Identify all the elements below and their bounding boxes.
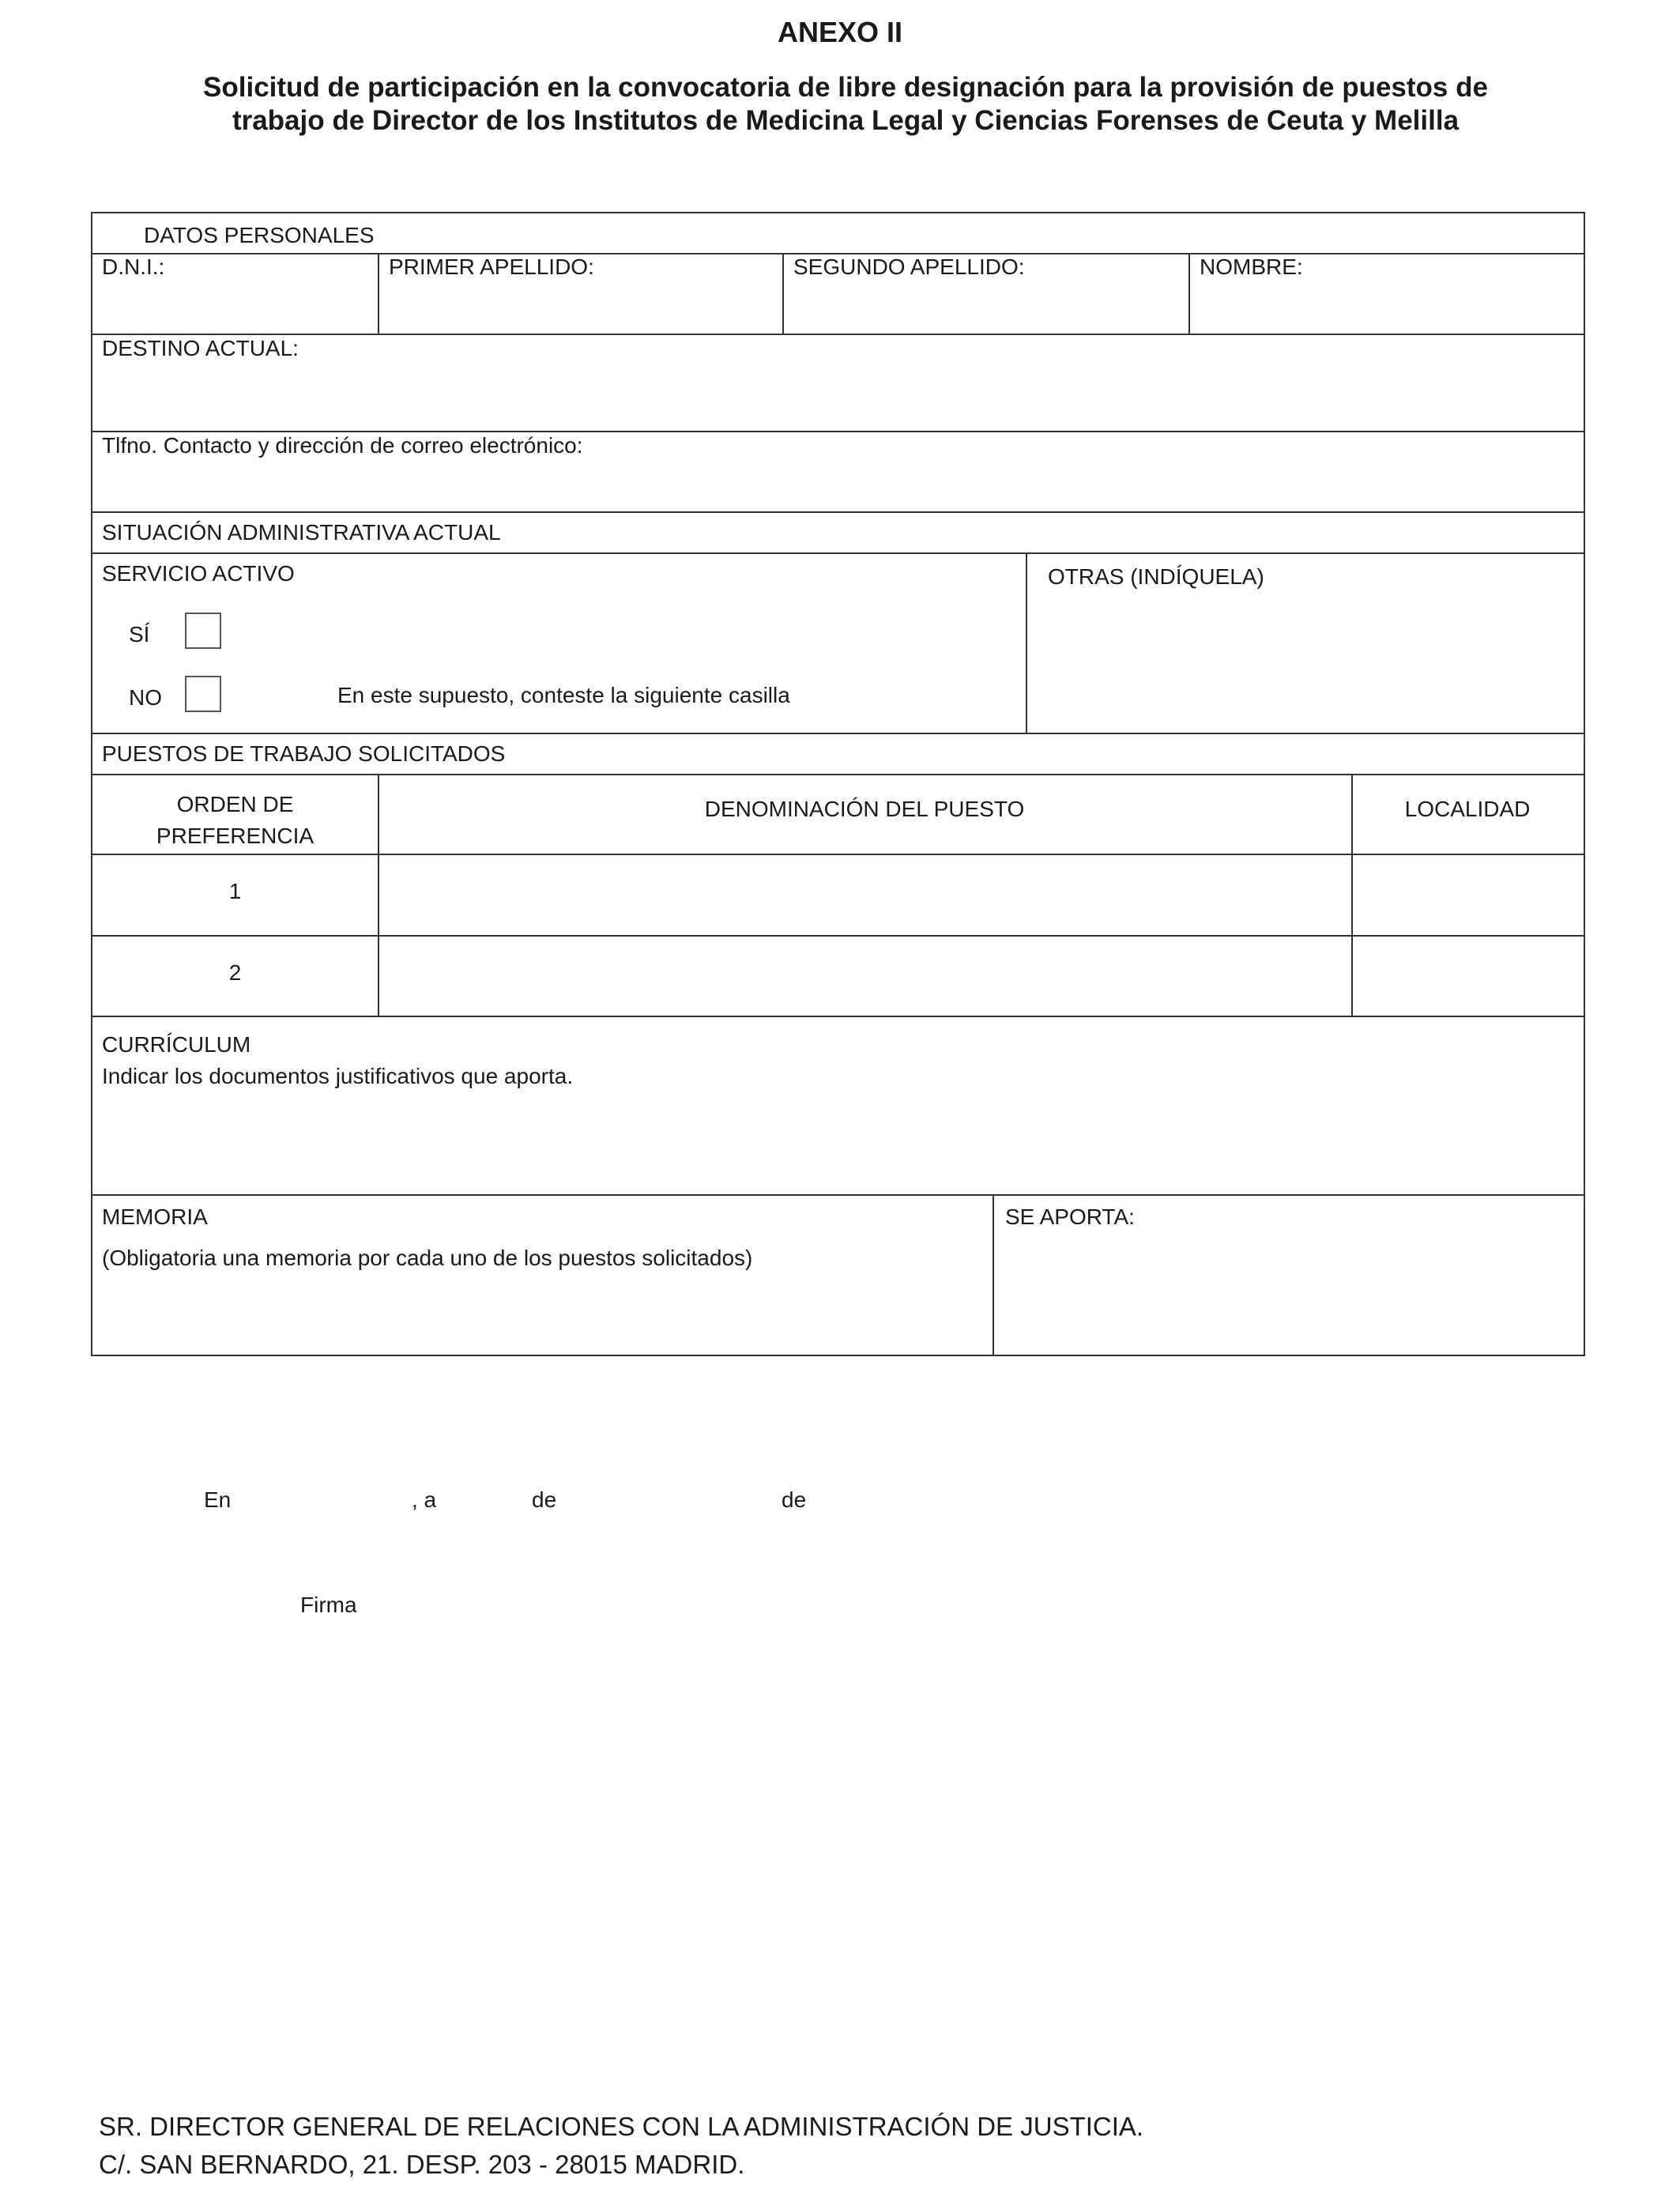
otras-field[interactable]: OTRAS (INDÍQUELA): [1048, 564, 1264, 589]
footer-recipient: SR. DIRECTOR GENERAL DE RELACIONES CON LA ADMINISTRACIÓN DE JUSTICIA.: [99, 2112, 1144, 2141]
memoria-hint: (Obligatoria una memoria por cada uno de los puestos solicitados): [102, 1246, 753, 1270]
divider: [1188, 253, 1190, 334]
situacion-note: En este supuesto, conteste la siguiente casilla: [337, 683, 790, 707]
divider: [92, 774, 1584, 775]
section-situacion-administrativa: SITUACIÓN ADMINISTRATIVA ACTUAL: [102, 520, 501, 545]
memoria-title: MEMORIA: [102, 1204, 208, 1229]
form-subtitle: [142, 71, 1549, 138]
signature-de-2: de: [782, 1487, 807, 1512]
nombre-field[interactable]: NOMBRE:: [1200, 254, 1303, 279]
subtitle-line-2: trabajo de Director de los Institutos de Medicina Legal y Ciencias Forenses de Ceuta y Melilla: [232, 105, 1460, 136]
row-orden-2: 2: [228, 960, 242, 985]
curriculum-input-area[interactable]: [94, 1095, 1582, 1191]
col-denominacion-puesto: DENOMINACIÓN DEL PUESTO: [704, 797, 1025, 821]
footer-address: C/. SAN BERNARDO, 21. DESP. 203 - 28015 MADRID.: [99, 2150, 745, 2179]
col-orden-preferencia: [92, 789, 378, 852]
section-datos-personales: DATOS PERSONALES: [144, 223, 375, 247]
divider: [1026, 552, 1027, 733]
signature-a: , a: [412, 1487, 437, 1512]
no-checkbox[interactable]: [185, 676, 221, 712]
divider: [92, 431, 1584, 432]
row-2-denominacion-cell[interactable]: [379, 937, 1350, 1015]
curriculum-hint: Indicar los documentos justificativos que aporta.: [102, 1064, 574, 1088]
no-label: NO: [129, 685, 162, 710]
row-orden-1: 1: [228, 879, 242, 903]
application-form: [91, 212, 1585, 1356]
divider: [92, 334, 1584, 335]
destino-actual-field[interactable]: DESTINO ACTUAL:: [102, 336, 299, 360]
si-checkbox[interactable]: [185, 613, 221, 649]
section-puestos-solicitados: PUESTOS DE TRABAJO SOLICITADOS: [102, 741, 506, 766]
row-1-localidad-cell[interactable]: [1353, 855, 1583, 933]
subtitle-line-1: Solicitud de participación en la convocatoria de libre designación para la provisión de puestos de: [203, 72, 1488, 103]
col-orden-line-2: PREFERENCIA: [156, 824, 315, 848]
row-1-denominacion-cell[interactable]: [379, 855, 1350, 933]
firma-label: Firma: [300, 1593, 357, 1617]
divider: [993, 1194, 994, 1356]
divider: [92, 1016, 1584, 1017]
si-label: SÍ: [129, 622, 150, 647]
signature-en: En: [204, 1487, 232, 1512]
col-localidad: LOCALIDAD: [1404, 797, 1531, 821]
curriculum-title: CURRÍCULUM: [102, 1032, 251, 1057]
se-aporta-field[interactable]: SE APORTA:: [1005, 1204, 1135, 1229]
contacto-field[interactable]: Tlfno. Contacto y dirección de correo electrónico:: [102, 433, 583, 458]
divider: [92, 1194, 1584, 1196]
servicio-activo-label: SERVICIO ACTIVO: [102, 561, 295, 586]
col-orden-line-1: ORDEN DE: [176, 792, 294, 816]
segundo-apellido-field[interactable]: SEGUNDO APELLIDO:: [793, 254, 1025, 279]
primer-apellido-field[interactable]: PRIMER APELLIDO:: [389, 254, 594, 279]
divider: [92, 733, 1584, 734]
signature-de-1: de: [532, 1487, 557, 1512]
dni-field[interactable]: D.N.I.:: [102, 254, 165, 279]
divider: [378, 253, 379, 334]
row-2-localidad-cell[interactable]: [1353, 937, 1583, 1015]
divider: [782, 253, 784, 334]
divider: [92, 552, 1584, 554]
annex-title: ANEXO II: [777, 16, 903, 48]
divider: [92, 511, 1584, 513]
